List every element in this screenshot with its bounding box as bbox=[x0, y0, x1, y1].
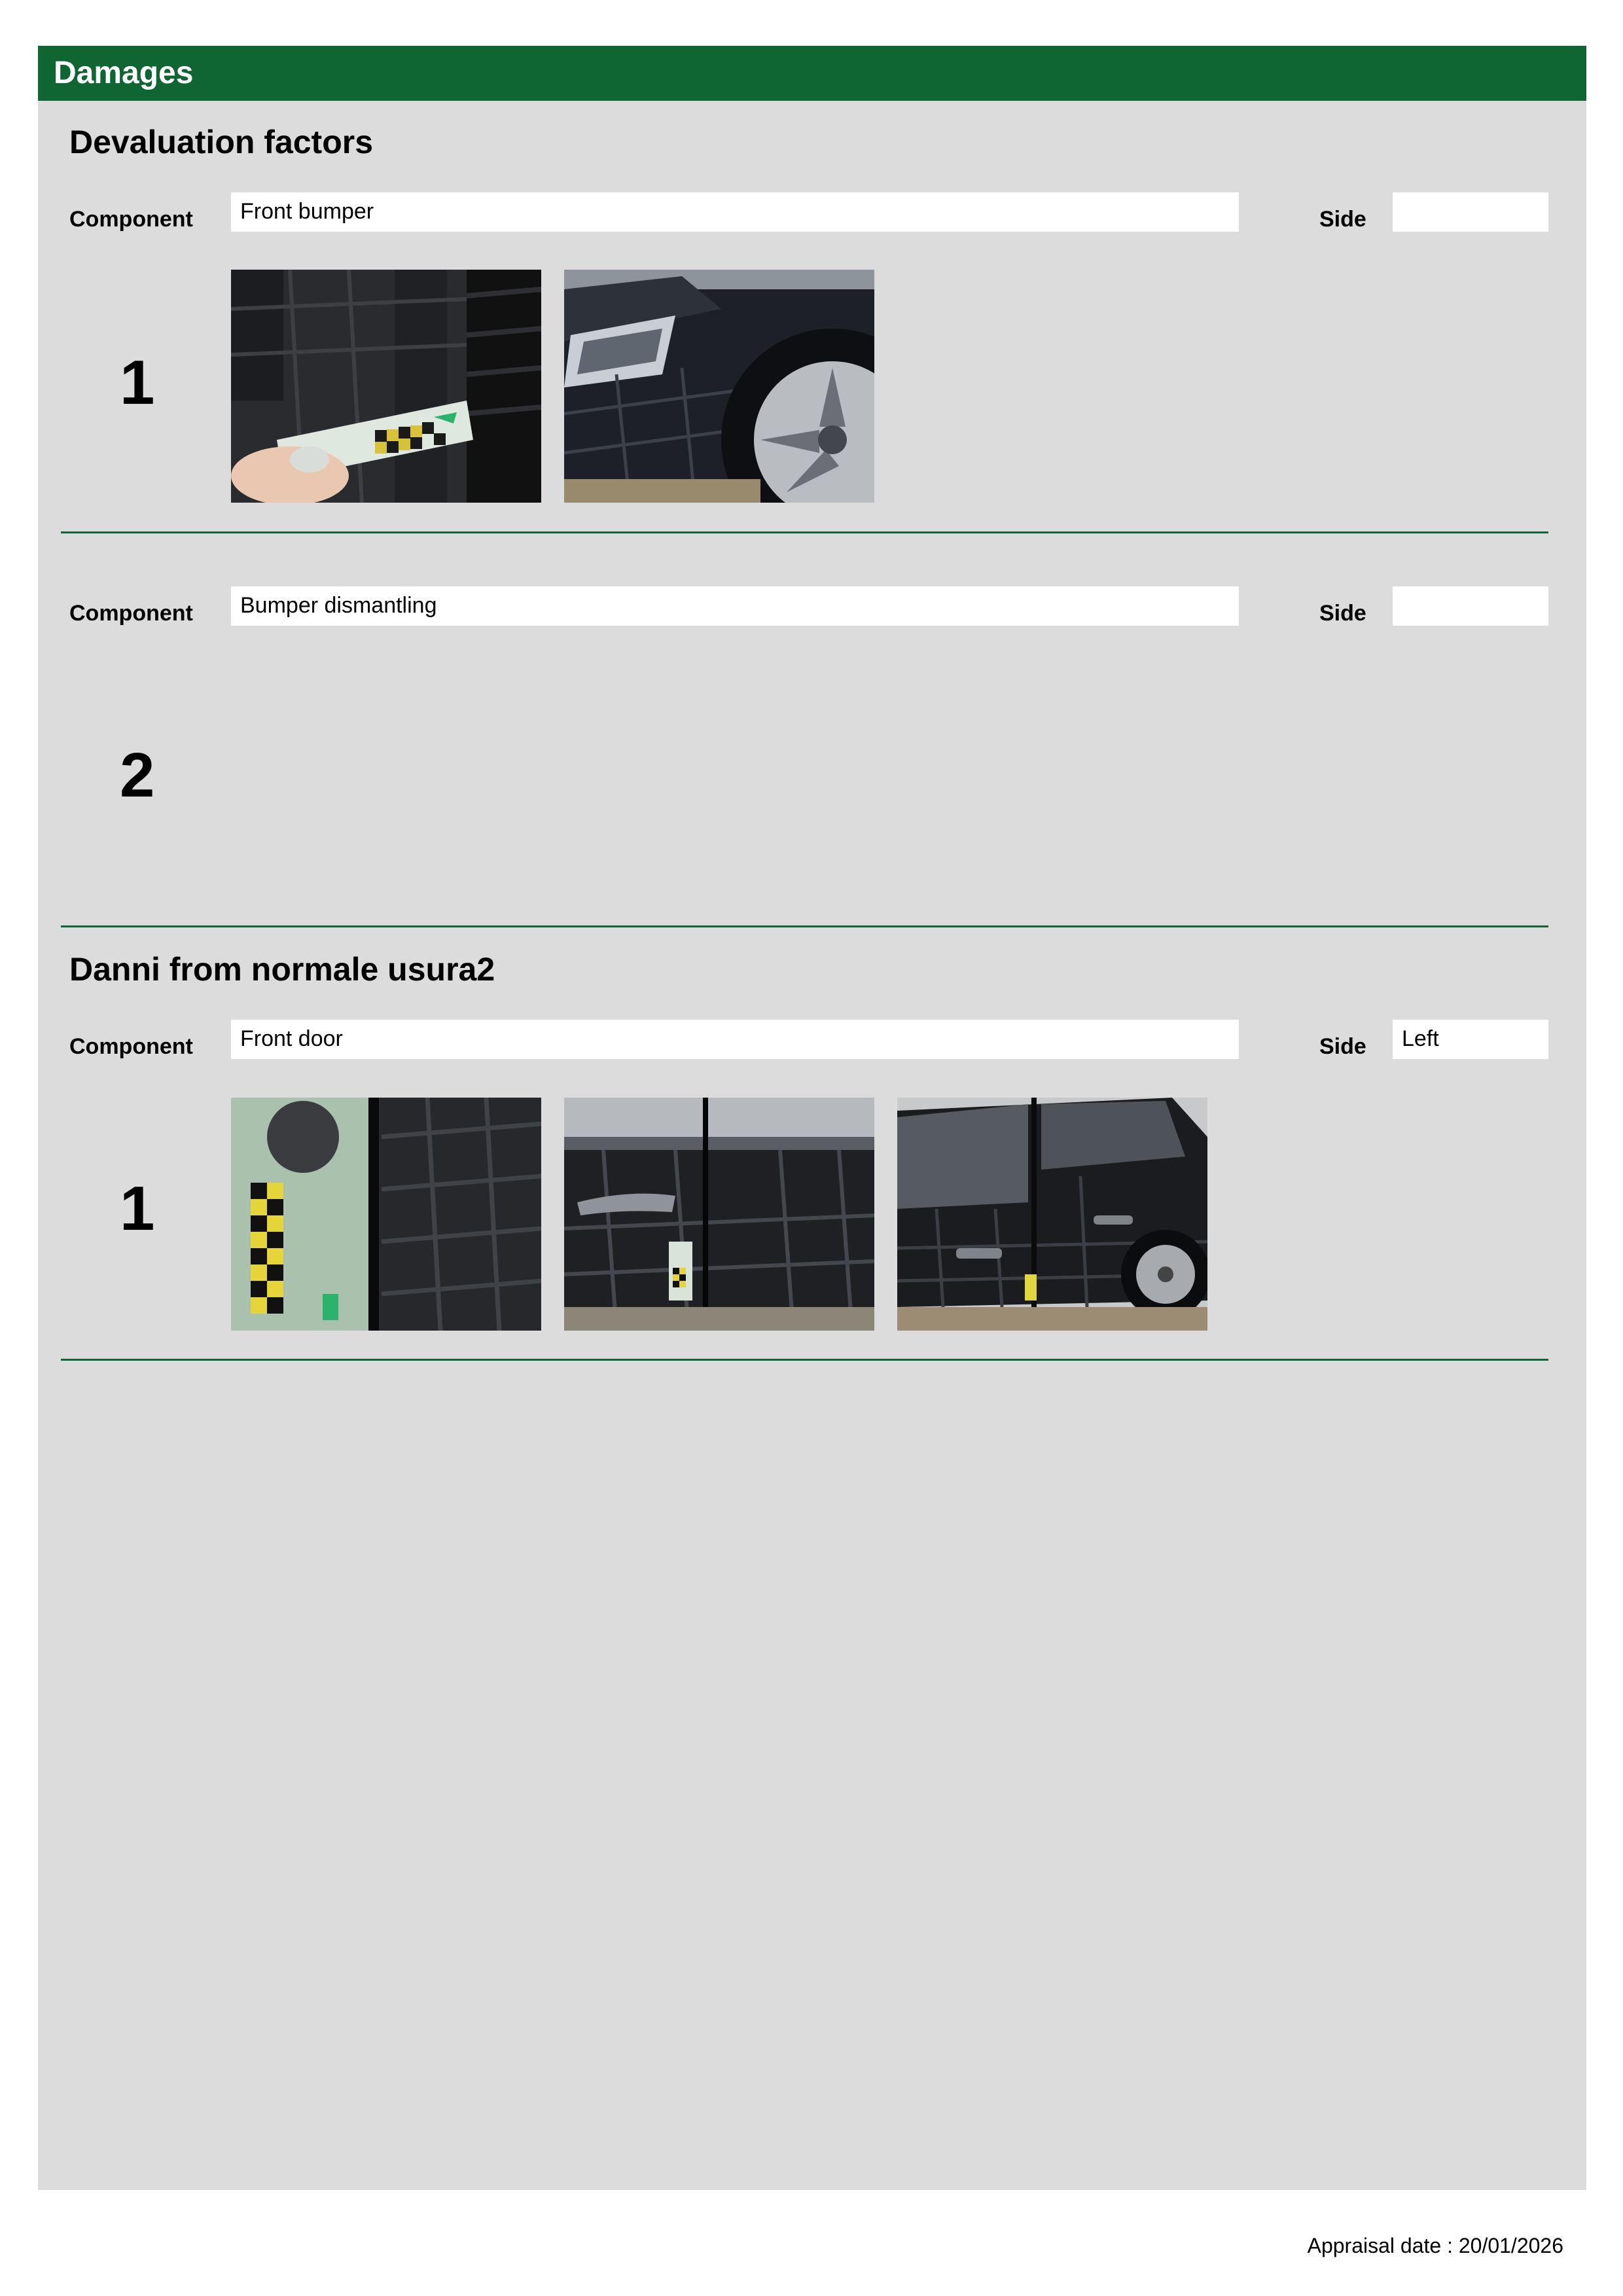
damage-number: 1 bbox=[120, 1174, 155, 1244]
side-doors-photo[interactable] bbox=[897, 1098, 1207, 1331]
item-divider bbox=[61, 531, 1548, 533]
component-label: Component bbox=[69, 1034, 193, 1059]
component-field: Front door bbox=[231, 1020, 1239, 1059]
bumper-scale-closeup-photo[interactable] bbox=[231, 270, 541, 503]
component-label: Component bbox=[69, 601, 193, 626]
front-wheel-arch-photo[interactable] bbox=[564, 270, 874, 503]
damage-number: 2 bbox=[120, 740, 155, 810]
appraisal-date bbox=[1308, 2234, 1563, 2258]
section-title-devaluation: Devaluation factors bbox=[69, 124, 374, 160]
damages-panel bbox=[38, 46, 1586, 2190]
page-title: Damages bbox=[54, 56, 194, 90]
side-label: Side bbox=[1319, 207, 1366, 232]
component-label: Component bbox=[69, 207, 193, 232]
damage-number: 1 bbox=[120, 348, 155, 418]
side-field: Left bbox=[1393, 1020, 1548, 1059]
side-field bbox=[1393, 192, 1548, 232]
appraisal-date-value: 20/01/2026 bbox=[1458, 2234, 1563, 2257]
appraisal-date-label: Appraisal date : bbox=[1307, 2234, 1453, 2257]
component-field: Front bumper bbox=[231, 192, 1239, 232]
item-divider bbox=[61, 925, 1548, 927]
door-handle-photo[interactable] bbox=[564, 1098, 874, 1331]
side-label: Side bbox=[1319, 601, 1366, 626]
door-scale-closeup-photo[interactable] bbox=[231, 1098, 541, 1331]
header-bar bbox=[38, 46, 1586, 101]
side-field bbox=[1393, 586, 1548, 626]
side-label: Side bbox=[1319, 1034, 1366, 1059]
section-title-normal-wear: Danni from normale usura2 bbox=[69, 951, 495, 988]
item-divider bbox=[61, 1359, 1548, 1361]
component-field: Bumper dismantling bbox=[231, 586, 1239, 626]
